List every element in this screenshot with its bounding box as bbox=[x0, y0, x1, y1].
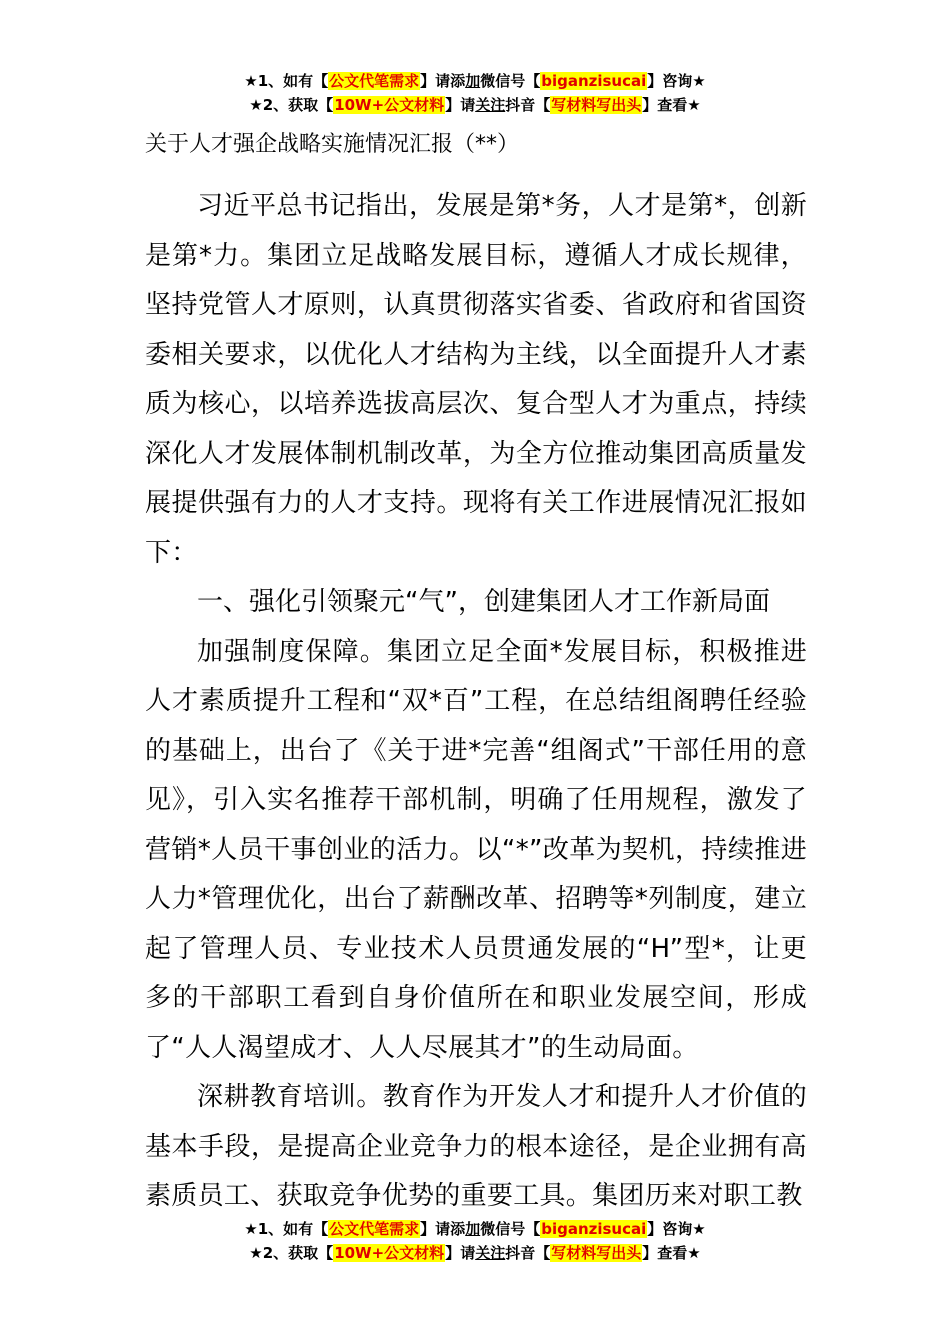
banner-text: ★1、如有【 bbox=[244, 72, 329, 90]
banner-underline: 关注 bbox=[475, 1244, 506, 1262]
banner-line-2 bbox=[0, 94, 950, 118]
banner-text: 】查看★ bbox=[642, 96, 701, 114]
banner-highlight: 写材料写出头 bbox=[551, 1244, 642, 1262]
banner-text: 抖音【 bbox=[505, 96, 551, 114]
banner-text: 】查看★ bbox=[642, 1244, 701, 1262]
banner-text: 微信号【 bbox=[480, 72, 541, 90]
banner-text: 】咨询★ bbox=[647, 72, 706, 90]
footer-banner bbox=[0, 1218, 950, 1266]
banner-text: 抖音【 bbox=[505, 1244, 551, 1262]
banner-text: 微信号【 bbox=[480, 1220, 541, 1238]
banner-highlight: 写材料写出头 bbox=[551, 96, 642, 114]
banner-highlight: 10W+公文材料 bbox=[334, 1244, 445, 1262]
banner-text: ★2、获取【 bbox=[249, 96, 334, 114]
banner-underline: 关注 bbox=[475, 96, 506, 114]
banner-highlight: biganzisucai bbox=[541, 1220, 647, 1238]
header-banner bbox=[0, 70, 950, 118]
banner-text: 】咨询★ bbox=[647, 1220, 706, 1238]
banner-line-1 bbox=[0, 1218, 950, 1242]
banner-text: ★2、获取【 bbox=[249, 1244, 334, 1262]
intro-paragraph: 习近平总书记指出，发展是第*务，人才是第*，创新是第*力。集团立足战略发展目标，遵循人才成长规律，坚持党管人才原则，认真贯彻落实省委、省政府和省国资委相关要求，以优化人才结构为主线，以全面提升人才素质为核心，以培养选拔高层次、复合型人才为重点，持续深化人才发展体制机制改革，为全方位推动集团高质量发展提供强有力的人才支持。现将有关工作进展情况汇报如下： bbox=[145, 191, 807, 568]
banner-highlight: 公文代笔需求 bbox=[329, 72, 420, 90]
banner-underline: 加 bbox=[465, 72, 481, 90]
banner-text: 】请 bbox=[445, 96, 476, 114]
banner-underline: 加 bbox=[465, 1220, 481, 1238]
banner-highlight: biganzisucai bbox=[541, 72, 647, 90]
banner-text: ★1、如有【 bbox=[244, 1220, 329, 1238]
banner-text: 】请添 bbox=[420, 72, 466, 90]
section-heading: 一、强化引领聚元“气”，创建集团人才工作新局面 bbox=[197, 587, 770, 617]
banner-line-2 bbox=[0, 1242, 950, 1266]
banner-text: 】请 bbox=[445, 1244, 476, 1262]
banner-highlight: 10W+公文材料 bbox=[334, 96, 445, 114]
body-paragraph: 深耕教育培训。教育作为开发人才和提升人才价值的基本手段，是提高企业竞争力的根本途径，是企业拥有高素质员工、获取竞争优势的重要工具。集团历来对职工教 bbox=[145, 1082, 807, 1211]
banner-text: 】请添 bbox=[420, 1220, 466, 1238]
body-paragraph: 加强制度保障。集团立足全面*发展目标，积极推进人才素质提升工程和“双*百”工程，在总结组阁聘任经验的基础上，出台了《关于进*完善“组阁式”干部任用的意见》，引入实名推荐干部机制，明确了任用规程，激发了营销*人员干事创业的活力。以“*”改革为契机，持续推进人力*管理优化，出台了薪酬改革、招聘等*列制度，建立起了管理人员、专业技术人员贯通发展的“H”型*，让更多的干部职工看到自身价值所在和职业发展空间，形成了“人人渴望成才、人人尽展其才”的生动局面。 bbox=[145, 636, 807, 1063]
document-body bbox=[145, 130, 807, 1222]
document-title: 关于人才强企战略实施情况汇报（**） bbox=[145, 132, 520, 157]
banner-highlight: 公文代笔需求 bbox=[329, 1220, 420, 1238]
banner-line-1 bbox=[0, 70, 950, 94]
